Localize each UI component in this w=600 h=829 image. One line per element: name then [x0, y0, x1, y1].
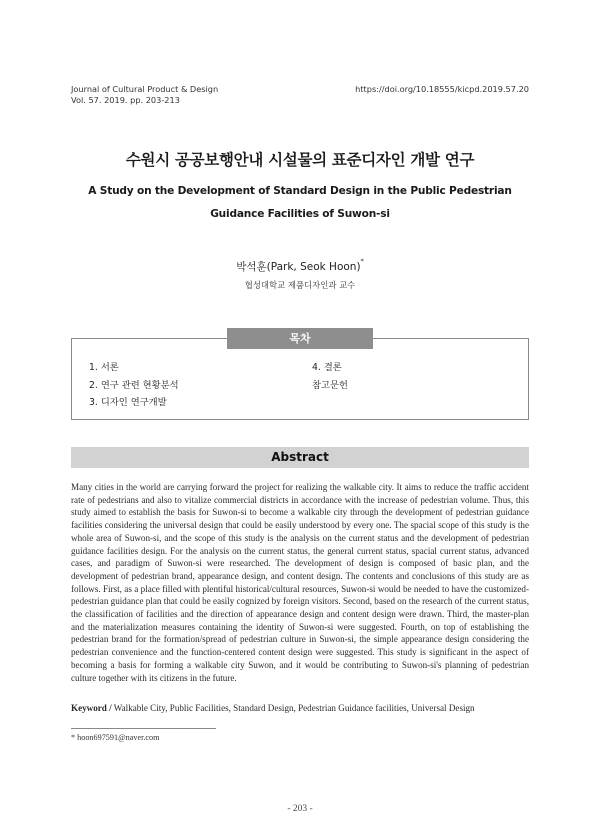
doi-link[interactable]: https://doi.org/10.18555/kicpd.2019.57.20	[355, 84, 529, 94]
journal-name: Journal of Cultural Product & Design	[71, 84, 219, 94]
page-number: - 203 -	[287, 804, 313, 814]
footnote	[71, 733, 160, 742]
author-affiliation: 협성대학교 제품디자인과 교수	[244, 280, 356, 290]
toc-item[interactable]: 3. 디자인 연구개발	[89, 397, 167, 408]
toc-item[interactable]: 참고문헌	[312, 379, 348, 391]
author-line	[0, 259, 600, 274]
journal-volume: Vol. 57. 2019. pp. 203-213	[71, 95, 180, 105]
keyword-list: Walkable City, Public Facilities, Standard Design, Pedestrian Guidance facilities, Universal Design	[113, 703, 475, 713]
author-marker: *	[360, 257, 364, 265]
keyword-line	[71, 703, 529, 713]
title-english: A Study on the Development of Standard Design in the Public Pedestrian Guidance Facilities of Suwon-si	[88, 185, 512, 220]
author-name: 박석훈(Park, Seok Hoon)	[236, 261, 361, 273]
abstract-heading: Abstract	[71, 447, 529, 468]
running-header	[71, 84, 529, 106]
footnote-rule	[71, 728, 216, 729]
toc-item[interactable]: 4. 결론	[312, 362, 342, 373]
abstract-body: Many cities in the world are carrying forward the project for realizing the walkable city. It aims to reduce the traffic accident rate of pedestrians and also to vitalize commercial districts in accordance with the increase of pedestrian volume. Thus, this study aimed to establish the basis for Suwon-si to become a walkable city through the development of pedestrian guidance facilities considering the universal design that could be easily understood by every one. The spacial scope of this study is the whole area of Suwon-si, and the scope of this study is the analysis on the current status and the development of pedestrian guidance facilities design. For the analysis on the current status, the general current status, spacial current status, advanced cases, and paradigm of Suwon-si were researched. The development of design is composed of basic plan, and the development of pedestrian brand, appearance design, and content design. The contents and conclusions of this study are as follows. First, as a place filled with plentiful historical/cultural resources, Suwon-si would be needed to have the customized-pedestrian guidance plan that could be easily cognized by foreign visitors. Second, based on the research of the current status, the classification of facilities and the direction of appearance design and content design were drawn. Third, the master-plan and the materialization measures containing the identity of Suwon-si were suggested. Fourth, on top of establishing the pedestrian brand for the formation/spread of pedestrian culture in Suwon-si, the simple appearance design considering the pedestrian convenience and the function-centered content design were suggested. This study is significant in the aspect of becoming a basis for forming a walkable city Suwon, and it would be contributing to Suwon-si's planning of pedestrian culture together with its citizens in the future.	[71, 482, 529, 683]
footnote-email[interactable]: hoon697591@naver.com	[77, 733, 160, 742]
toc-heading: 목차	[227, 328, 373, 349]
footnote-marker: *	[71, 733, 76, 742]
toc-item[interactable]: 2. 연구 관련 현황분석	[89, 379, 179, 391]
toc-left-column	[89, 359, 179, 412]
toc-item[interactable]: 1. 서론	[89, 362, 119, 373]
title-korean: 수원시 공공보행안내 시설물의 표준디자인 개발 연구	[125, 151, 475, 169]
toc-right-column	[312, 359, 348, 394]
keyword-label: Keyword /	[71, 703, 112, 713]
